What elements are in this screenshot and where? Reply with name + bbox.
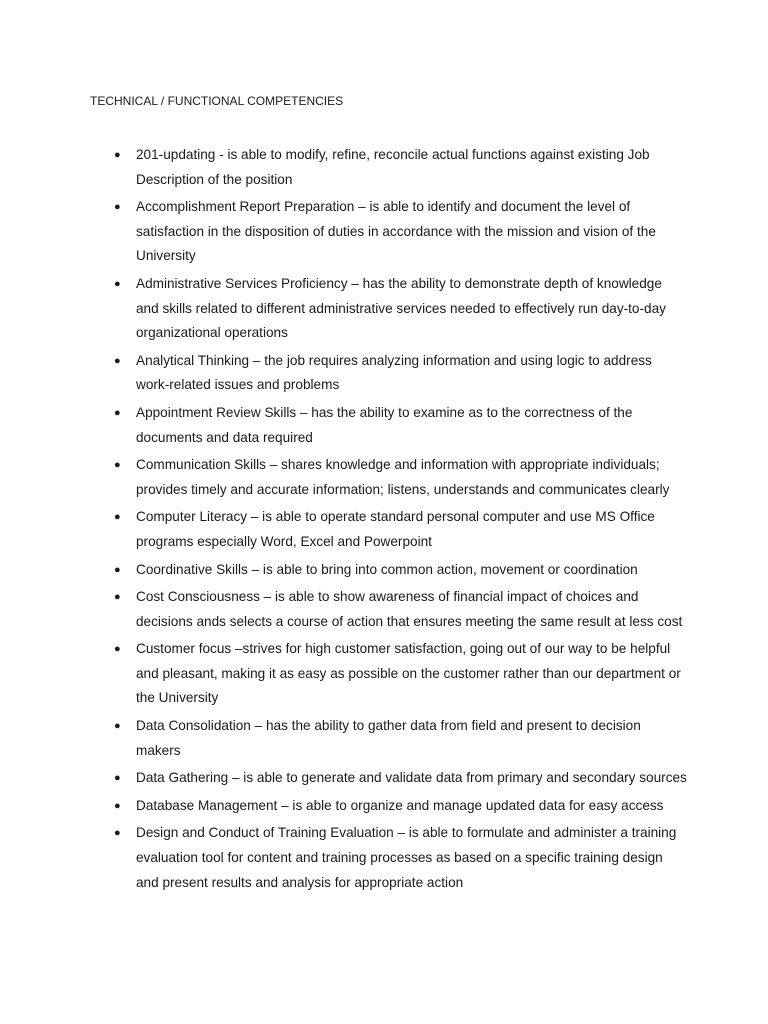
bullet-icon: ●: [114, 459, 121, 472]
list-item-text: Accomplishment Report Preparation – is able to identify and document the level of satisfaction in the disposition of duties in accordance with the mission and vision of the University: [136, 199, 656, 264]
list-item-text: Customer focus –strives for high customer satisfaction, going out of our way to be helpful and pleasant, making it as easy as possible on the customer rather than our department or the University: [136, 641, 681, 706]
list-item: [0, 505, 768, 554]
list-item-text: 201-updating - is able to modify, refine, reconcile actual functions against existing Job Description of the position: [136, 147, 650, 187]
bullet-icon: ●: [114, 643, 121, 656]
list-item: [0, 143, 768, 192]
list-item: [0, 794, 768, 819]
bullet-icon: ●: [114, 772, 121, 785]
list-item-text: Appointment Review Skills – has the ability to examine as to the correctness of the documents and data required: [136, 404, 633, 445]
list-item-text: Database Management – is able to organize and manage updated data for easy access: [136, 797, 664, 813]
section-heading: TECHNICAL / FUNCTIONAL COMPETENCIES: [90, 94, 344, 108]
bullet-icon: ●: [114, 277, 121, 290]
list-item-text: Design and Conduct of Training Evaluation – is able to formulate and administer a training evaluation tool for content and training processes as based on a specific training design and present results and analysis for appropriate action: [136, 825, 677, 890]
list-item: [0, 766, 768, 791]
list-item-text: Analytical Thinking – the job requires analyzing information and using logic to address work-related issues and problems: [136, 352, 652, 393]
list-item-text: Coordinative Skills – is able to bring into common action, movement or coordination: [136, 561, 638, 577]
bullet-icon: ●: [114, 149, 121, 161]
list-item: [0, 195, 768, 269]
bullet-icon: ●: [114, 563, 121, 576]
list-item: [0, 637, 768, 711]
list-item-text: Data Consolidation – has the ability to gather data from field and present to decision makers: [136, 718, 641, 758]
list-item: [0, 558, 768, 583]
list-item-text: Communication Skills – shares knowledge and information with appropriate individuals; provides timely and accurate information; listens, understands and communicates clearly: [136, 457, 670, 497]
list-item: [0, 714, 768, 763]
list-item: [0, 585, 768, 634]
bullet-icon: ●: [114, 827, 121, 840]
list-item-text: Cost Consciousness – is able to show awareness of financial impact of choices and decisions ands selects a course of action that ensures meeting the same result at less cost: [136, 589, 683, 629]
bullet-icon: ●: [114, 511, 121, 524]
list-item: [0, 821, 768, 895]
bullet-icon: ●: [114, 720, 121, 733]
list-item-text: Data Gathering – is able to generate and validate data from primary and secondary sources: [136, 770, 687, 786]
list-item-text: Administrative Services Proficiency – has the ability to demonstrate depth of knowledge and skills related to different administrative services needed to effectively run day-to-day organizational operations: [136, 275, 666, 341]
bullet-icon: ●: [114, 201, 121, 214]
list-item-text: Computer Literacy – is able to operate standard personal computer and use MS Office programs especially Word, Excel and Powerpoint: [136, 509, 655, 549]
competency-list: [0, 143, 768, 898]
list-item: [0, 272, 768, 346]
bullet-icon: ●: [114, 406, 121, 419]
list-item: [0, 401, 768, 450]
list-item: [0, 453, 768, 502]
bullet-icon: ●: [114, 591, 121, 604]
list-item: [0, 349, 768, 398]
bullet-icon: ●: [114, 799, 121, 812]
bullet-icon: ●: [114, 354, 121, 367]
